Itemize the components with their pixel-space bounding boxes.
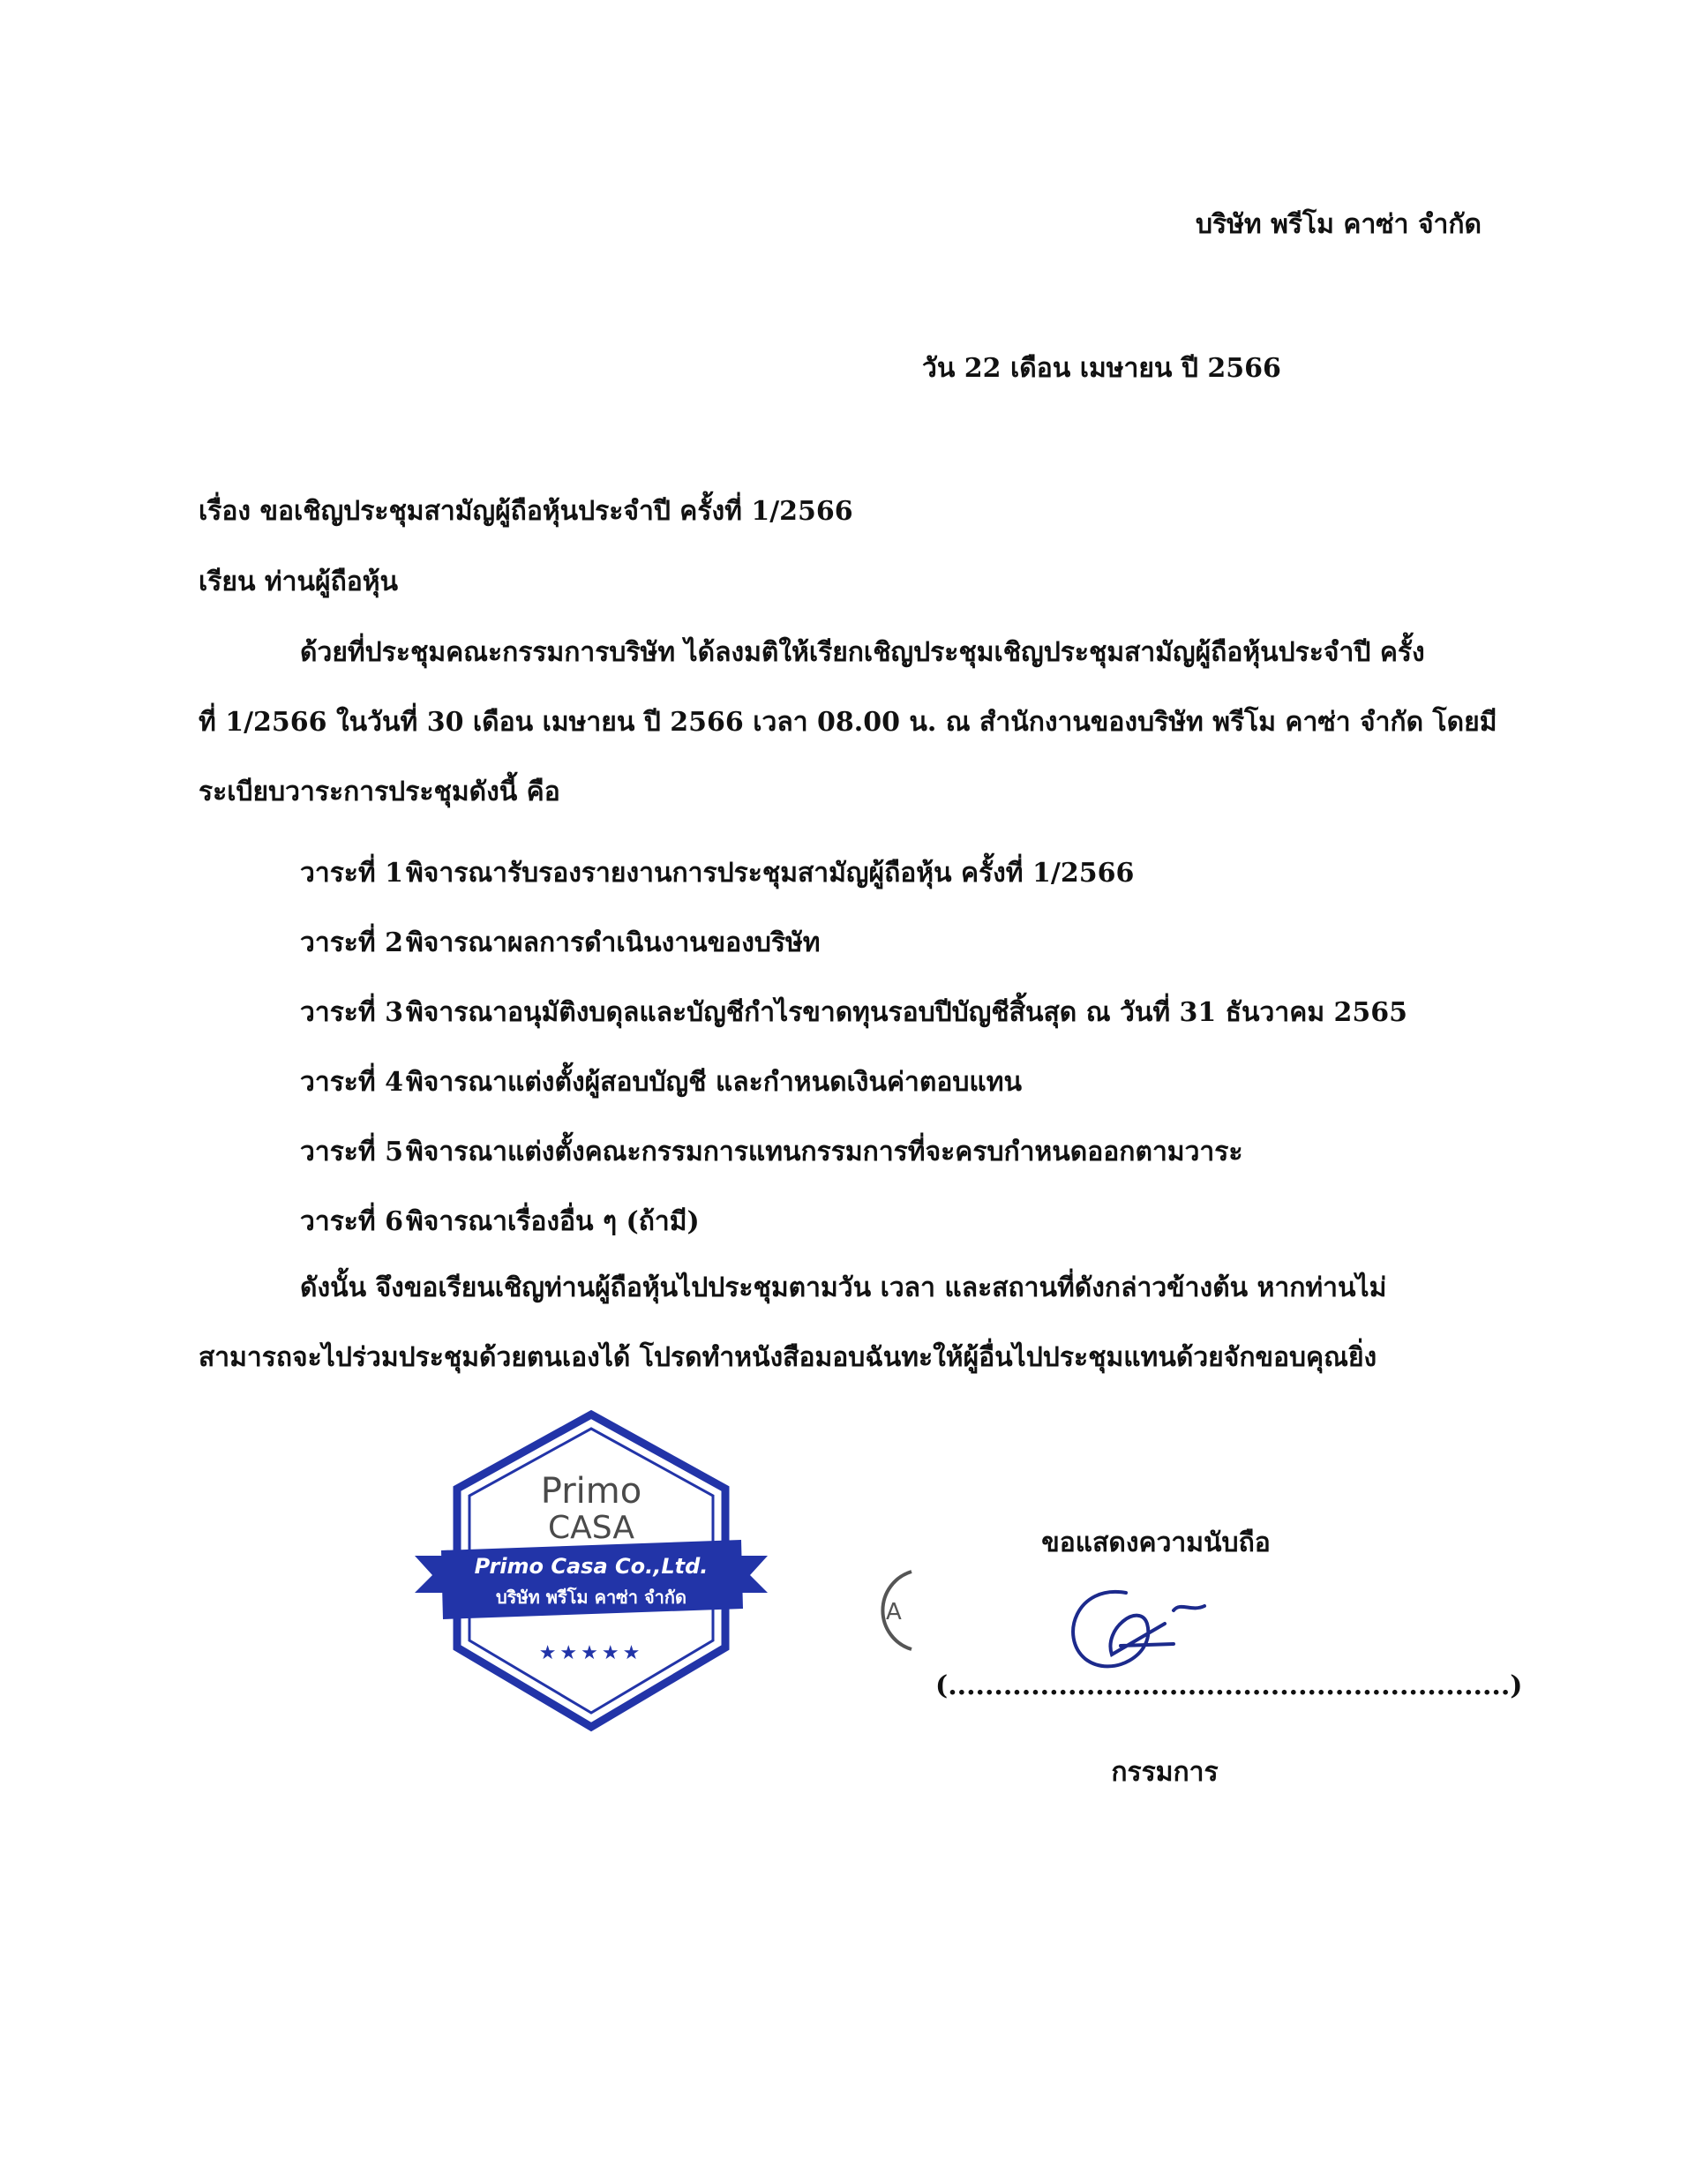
closing-paragraph [199,1253,1496,1392]
agenda-text: พิจารณาแต่งตั้งคณะกรรมการแทนกรรมการที่จะครบกำหนดออกตามวาระ [406,1137,1243,1167]
stamp-brand-line2: CASA [548,1510,634,1546]
agenda-number: วาระที่ 1 [300,858,404,889]
agenda-text: พิจารณาแต่งตั้งผู้สอบบัญชี และกำหนดเงินค่าตอบแทน [406,1067,1023,1098]
ring-letter: A [886,1599,902,1625]
intro-line: ที่ 1/2566 ในวันที่ 30 เดือน เมษายน ปี 2566 เวลา 08.00 น. ณ สำนักงานของบริษัท พรีโม คาซ่า จำกัด โดยมี [199,707,1497,738]
agenda-text: พิจารณารับรองรายงานการประชุมสามัญผู้ถือหุ้น ครั้งที่ 1/2566 [406,858,1135,889]
agenda-item [300,1187,1535,1257]
closing-line: ดังนั้น จึงขอเรียนเชิญท่านผู้ถือหุ้นไปประชุมตามวัน เวลา และสถานที่ดังกล่าวข้างต้น หากท่านไม่ [300,1272,1387,1303]
agenda-number: วาระที่ 4 [300,1067,404,1098]
stamp-ribbon-line2: บริษัท พรีโม คาซ่า จำกัด [495,1587,687,1608]
signature-name-line: (.............................................................) [935,1670,1523,1701]
agenda-text: พิจารณาอนุมัติงบดุลและบัญชีกำไรขาดทุนรอบปีบัญชีสิ้นสุด ณ วันที่ 31 ธันวาคม 2565 [406,997,1408,1028]
agenda-number: วาระที่ 3 [300,997,404,1028]
agenda-item [300,1117,1535,1187]
intro-line: ระเบียบวาระการประชุมดังนี้ คือ [199,777,560,807]
letter-date: วัน 22 เดือน เมษายน ปี 2566 [922,353,1281,384]
signature-block [909,1522,1523,1805]
agenda-number: วาระที่ 2 [300,927,404,958]
intro-paragraph [199,618,1496,827]
agenda-list [300,838,1535,1257]
stamp-brand-line1: Primo [540,1471,642,1512]
intro-line: ด้วยที่ประชุมคณะกรรมการบริษัท ได้ลงมติให้เรียกเชิญประชุมเชิญประชุมสามัญผู้ถือหุ้นประจำปี ครั้ง [300,637,1425,668]
closing-line: สามารถจะไปร่วมประชุมด้วยตนเองได้ โปรดทำหนังสือมอบฉันทะให้ผู้อื่นไปประชุมแทนด้วยจักขอบคุณยิ่ง [199,1342,1377,1373]
agenda-number: วาระที่ 5 [300,1137,404,1167]
company-name: บริษัท พรีโม คาซ่า จำกัด [1196,209,1482,240]
stamp-ribbon-line1: Primo Casa Co.,Ltd. [474,1554,709,1579]
agenda-item [300,978,1535,1047]
stamp-stars: ★★★★★ [538,1642,644,1664]
agenda-item [300,1047,1535,1117]
letter-recipient: เรียน ท่านผู้ถือหุ้น [199,567,399,597]
agenda-text: พิจารณาผลการดำเนินงานของบริษัท [406,927,821,958]
agenda-text: พิจารณาเรื่องอื่น ๆ (ถ้ามี) [406,1206,700,1237]
letter-subject: เรื่อง ขอเชิญประชุมสามัญผู้ถือหุ้นประจำปี ครั้งที่ 1/2566 [199,496,853,527]
signature-role: กรรมการ [1111,1757,1219,1788]
agenda-item [300,908,1535,978]
company-stamp [415,1407,768,1734]
agenda-number: วาระที่ 6 [300,1206,404,1237]
agenda-item [300,838,1535,908]
partial-stamp-ring [863,1566,916,1655]
signature-stroke [1073,1592,1204,1666]
signature-regards: ขอแสดงความนับถือ [1041,1527,1271,1558]
